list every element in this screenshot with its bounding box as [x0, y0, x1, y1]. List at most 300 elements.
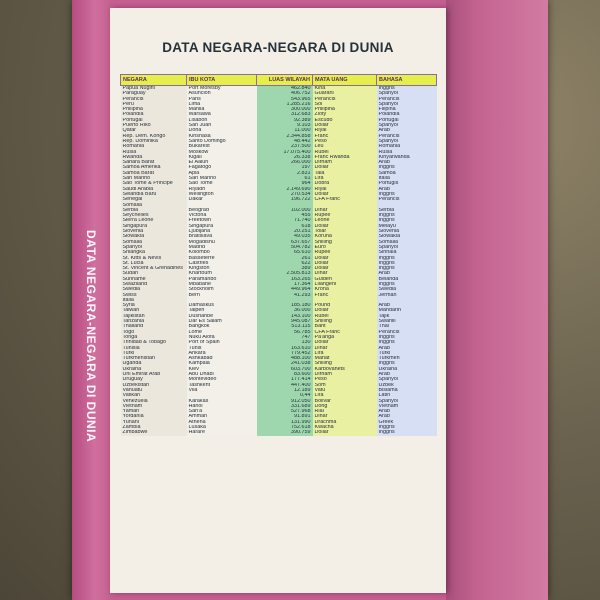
capital-cell: Moskow	[187, 150, 257, 155]
currency-cell: CFA Franc	[313, 197, 377, 202]
area-cell: 447.400	[257, 383, 313, 388]
capital-cell: Taipeh	[187, 308, 257, 313]
language-cell: Thai	[377, 324, 437, 329]
spine-title: DATA NEGARA-NEGARA DI DUNIA	[84, 230, 98, 443]
area-cell: 20.251	[257, 229, 313, 234]
country-cell: Samoa Amerika	[121, 165, 187, 170]
language-cell: Filipina	[377, 107, 437, 112]
country-cell: Uganda	[121, 361, 187, 366]
capital-cell: Asuncion	[187, 91, 257, 96]
area-cell: 390.759	[257, 430, 313, 435]
language-cell: Turkmen	[377, 356, 437, 361]
area-cell: 266.000	[257, 160, 313, 165]
language-cell: Melayu	[377, 224, 437, 229]
currency-cell: Sol	[313, 102, 377, 107]
area-cell: 177.414	[257, 377, 313, 382]
currency-cell: Escudo	[313, 118, 377, 123]
capital-cell: Fagatogo	[187, 165, 257, 170]
currency-cell: Lilangeni	[313, 282, 377, 287]
country-cell: Turkmenistan	[121, 356, 187, 361]
currency-cell: Rupee	[313, 250, 377, 255]
area-cell: 17.364	[257, 282, 313, 287]
currency-cell: Lira	[313, 351, 377, 356]
currency-cell: Dinar	[313, 208, 377, 213]
capital-cell: Ankara	[187, 351, 257, 356]
country-cell: Spanyol	[121, 245, 187, 250]
language-cell: Arab	[377, 128, 437, 133]
capital-cell: Singapura	[187, 224, 257, 229]
country-cell: Swaziland	[121, 282, 187, 287]
country-cell: Zimbabwe	[121, 430, 187, 435]
country-cell: Seychelles	[121, 213, 187, 218]
country-cell: Uni Emirat Arab	[121, 372, 187, 377]
currency-cell: Karbovanets	[313, 367, 377, 372]
language-cell: Swedia	[377, 287, 437, 292]
language-cell: Mandarin	[377, 308, 437, 313]
area-cell: 637.657	[257, 240, 313, 245]
area-cell: 543.965	[257, 97, 313, 102]
area-cell: 130	[257, 340, 313, 345]
currency-cell: Drachma	[313, 420, 377, 425]
capital-cell: Dakar	[187, 197, 257, 202]
country-cell: Sudan	[121, 271, 187, 276]
language-cell: Belanda	[377, 277, 437, 282]
area-cell: 12.189	[257, 388, 313, 393]
currency-cell: Shilling	[313, 319, 377, 324]
capital-cell: Doha	[187, 128, 257, 133]
capital-cell: Mbabane	[187, 282, 257, 287]
language-cell: Spanyol	[377, 377, 437, 382]
country-cell: Singapura	[121, 224, 187, 229]
language-cell: Spanyol	[377, 102, 437, 107]
currency-cell: Rupee	[313, 213, 377, 218]
currency-cell: Leu	[313, 144, 377, 149]
capital-cell: Kingston	[187, 266, 257, 271]
country-cell: Philipina	[121, 107, 187, 112]
capital-cell: Stockholm	[187, 287, 257, 292]
capital-cell: San Marino	[187, 176, 257, 181]
area-cell: 48.442	[257, 139, 313, 144]
area-cell: 241.038	[257, 361, 313, 366]
country-cell: San Marino	[121, 176, 187, 181]
country-cell: Senegal	[121, 197, 187, 202]
language-cell: Spanyol	[377, 399, 437, 404]
capital-cell: Montevideo	[187, 377, 257, 382]
language-cell: Ukraina	[377, 367, 437, 372]
capital-cell: Ashkabad	[187, 356, 257, 361]
area-cell: 2.344.858	[257, 134, 313, 139]
capital-cell: Madrid	[187, 245, 257, 250]
currency-cell: Franc	[313, 293, 377, 298]
area-cell: 65.610	[257, 250, 313, 255]
country-cell: Perancis	[121, 97, 187, 102]
currency-cell: Rubel	[313, 150, 377, 155]
language-cell: Italia	[377, 176, 437, 181]
language-cell: Slovenia	[377, 229, 437, 234]
currency-cell: Euro	[313, 245, 377, 250]
table-row	[121, 430, 437, 435]
language-cell: Spanyol	[377, 91, 437, 96]
capital-cell: Freetown	[187, 218, 257, 223]
table-header-row	[121, 75, 437, 86]
area-cell: 17.075.400	[257, 150, 313, 155]
currency-cell: Dollar	[313, 256, 377, 261]
capital-cell: Manila	[187, 107, 257, 112]
language-cell: Vietnam	[377, 404, 437, 409]
language-cell: Inggris	[377, 425, 437, 430]
capital-cell: Castries	[187, 261, 257, 266]
currency-cell: Tala	[313, 171, 377, 176]
language-cell: Spanyol	[377, 139, 437, 144]
capital-cell: Kiev	[187, 367, 257, 372]
capital-cell: Harare	[187, 430, 257, 435]
country-cell: Togo	[121, 330, 187, 335]
country-cell: Rep. Dem. Kongo	[121, 134, 187, 139]
language-cell: Arab	[377, 372, 437, 377]
area-cell: 449.964	[257, 287, 313, 292]
currency-cell: Perancis	[313, 97, 377, 102]
area-cell: 513.115	[257, 324, 313, 329]
currency-cell: Kwacha	[313, 425, 377, 430]
language-cell: Inggris	[377, 340, 437, 345]
language-cell: Spanyol	[377, 245, 437, 250]
language-cell: Portugis	[377, 181, 437, 186]
country-cell: Puerto Riko	[121, 123, 187, 128]
country-cell: Slowakia	[121, 234, 187, 239]
currency-cell: Gulden	[313, 277, 377, 282]
currency-cell: Baht	[313, 324, 377, 329]
header-negara: NEGARA	[121, 75, 187, 86]
country-cell: St. Lucia	[121, 261, 187, 266]
capital-cell: Mogadishu	[187, 240, 257, 245]
capital-cell: Athena	[187, 420, 257, 425]
currency-cell: Dollar	[313, 123, 377, 128]
language-cell: Rusia	[377, 150, 437, 155]
area-cell: 9.103	[257, 123, 313, 128]
country-cell: Tajikistan	[121, 314, 187, 319]
language-cell: Inggris	[377, 192, 437, 197]
currency-cell: Dollar	[313, 340, 377, 345]
currency-cell: Lira	[313, 176, 377, 181]
table-body	[121, 86, 437, 436]
country-cell: Vanuatu	[121, 388, 187, 393]
currency-cell: Dollar	[313, 266, 377, 271]
country-cell: Uzbekistan	[121, 383, 187, 388]
capital-cell: Sao Tome	[187, 181, 257, 186]
language-cell: Inggris	[377, 165, 437, 170]
currency-cell: Dinar	[313, 346, 377, 351]
language-cell: Arab	[377, 409, 437, 414]
area-cell: 2.831	[257, 171, 313, 176]
area-cell: 92.389	[257, 118, 313, 123]
country-cell: Turki	[121, 351, 187, 356]
capital-cell: Paris	[187, 97, 257, 102]
capital-cell: Abu Dhabi	[187, 372, 257, 377]
header-luas-wilayah: LUAS WILAYAH	[257, 75, 313, 86]
country-cell: Tonga	[121, 335, 187, 340]
book-page	[110, 8, 446, 593]
area-cell: 41.293	[257, 293, 313, 298]
language-cell: Inggris	[377, 361, 437, 366]
currency-cell: Zloty	[313, 112, 377, 117]
area-cell: 622	[257, 261, 313, 266]
country-cell: Swedia	[121, 287, 187, 292]
language-cell: Inggris	[377, 335, 437, 340]
area-cell: 163.610	[257, 346, 313, 351]
country-cell: Swiss	[121, 293, 187, 298]
language-cell: Tajik	[377, 314, 437, 319]
book-edge	[446, 0, 548, 600]
country-cell: Sao Tome & Principe	[121, 181, 187, 186]
capital-cell: Bern	[187, 293, 257, 298]
area-cell: 527.968	[257, 409, 313, 414]
language-cell: Inggris	[377, 218, 437, 223]
currency-cell: Guarani	[313, 91, 377, 96]
country-cell: Rep. Dominika	[121, 139, 187, 144]
country-cell: Romania	[121, 144, 187, 149]
area-cell: 131.990	[257, 420, 313, 425]
area-cell: 779.452	[257, 351, 313, 356]
area-cell: 26.338	[257, 155, 313, 160]
currency-cell: Dobra	[313, 181, 377, 186]
country-cell: St. Vincent & Grenadines	[121, 266, 187, 271]
area-cell: 261	[257, 256, 313, 261]
currency-cell: Bolivar	[313, 399, 377, 404]
area-cell: 964	[257, 181, 313, 186]
area-cell: 603.700	[257, 367, 313, 372]
currency-cell: Dollar	[313, 192, 377, 197]
currency-cell: Riyal	[313, 128, 377, 133]
country-cell: Paraguay	[121, 91, 187, 96]
country-cell: Yordania	[121, 414, 187, 419]
capital-cell: Dushanbe	[187, 314, 257, 319]
country-cell: Somalia	[121, 240, 187, 245]
country-cell: Portugal	[121, 118, 187, 123]
area-cell: 312.683	[257, 112, 313, 117]
area-cell: 389	[257, 266, 313, 271]
country-cell: Saudi Arabia	[121, 187, 187, 192]
header-bahasa: BAHASA	[377, 75, 437, 86]
area-cell: 945.087	[257, 319, 313, 324]
area-cell: 143.100	[257, 314, 313, 319]
country-data-table	[120, 74, 437, 436]
currency-cell: Dirham	[313, 160, 377, 165]
currency-cell: Franc Rwanda	[313, 155, 377, 160]
area-cell: 406.752	[257, 91, 313, 96]
currency-cell: Dong	[313, 404, 377, 409]
area-cell: 331.689	[257, 404, 313, 409]
area-cell: 83.600	[257, 372, 313, 377]
capital-cell: Wellington	[187, 192, 257, 197]
currency-cell: Dollar	[313, 308, 377, 313]
language-cell: Polandia	[377, 112, 437, 117]
country-cell: Uruguay	[121, 377, 187, 382]
capital-cell: San'a	[187, 409, 257, 414]
area-cell: 462.840	[257, 86, 313, 92]
country-cell: Selandia Baru	[121, 192, 187, 197]
currency-cell: Manat	[313, 356, 377, 361]
currency-cell: Shilling	[313, 240, 377, 245]
country-cell: St. Kitts & Nevis	[121, 256, 187, 261]
country-cell: Trinidad & Tobago	[121, 340, 187, 345]
capital-cell: Amman	[187, 414, 257, 419]
area-cell: 1.285.216	[257, 102, 313, 107]
capital-cell: Kolombo	[187, 250, 257, 255]
currency-cell: Dollar	[313, 165, 377, 170]
currency-cell: Dollar	[313, 261, 377, 266]
country-cell: Polandia	[121, 112, 187, 117]
country-cell: Thailand	[121, 324, 187, 329]
country-cell: Yunani	[121, 420, 187, 425]
capital-cell: Kigali	[187, 155, 257, 160]
capital-cell: Victoria	[187, 213, 257, 218]
header-mata-uang: MATA UANG	[313, 75, 377, 86]
area-cell: 196.722	[257, 197, 313, 202]
area-cell: 61	[257, 176, 313, 181]
area-cell: 197	[257, 165, 313, 170]
currency-cell: Peso	[313, 377, 377, 382]
currency-cell: Lira	[313, 393, 377, 398]
currency-cell: Tolar	[313, 229, 377, 234]
currency-cell: CFA Franc	[313, 330, 377, 335]
currency-cell: Dinar	[313, 271, 377, 276]
area-cell: 102.000	[257, 208, 313, 213]
country-cell: Somalia	[121, 203, 187, 208]
country-cell: Italia	[121, 298, 187, 303]
language-cell: Kinyarwanda	[377, 155, 437, 160]
language-cell: Greek	[377, 420, 437, 425]
country-cell: Vietnam	[121, 404, 187, 409]
area-cell: 912.050	[257, 399, 313, 404]
language-cell: Perancis	[377, 197, 437, 202]
language-cell: Arab	[377, 414, 437, 419]
country-cell: Ukraina	[121, 367, 187, 372]
country-cell: Tunisia	[121, 346, 187, 351]
language-cell: Perancis	[377, 97, 437, 102]
language-cell: Samoa	[377, 171, 437, 176]
currency-cell: Peso	[313, 139, 377, 144]
area-cell: 752.618	[257, 425, 313, 430]
area-cell: 11.000	[257, 128, 313, 133]
area-cell: 0,44	[257, 393, 313, 398]
currency-cell: Dinar	[313, 414, 377, 419]
area-cell: 455	[257, 213, 313, 218]
capital-cell: Khartoum	[187, 271, 257, 276]
capital-cell: Hanoi	[187, 404, 257, 409]
country-cell: Samoa Barat	[121, 171, 187, 176]
capital-cell: Lima	[187, 102, 257, 107]
language-cell: Arab	[377, 346, 437, 351]
currency-cell: Shilling	[313, 361, 377, 366]
capital-cell: Damaskus	[187, 303, 257, 308]
language-cell: Arab	[377, 160, 437, 165]
area-cell: 618	[257, 224, 313, 229]
language-cell: Perancis	[377, 330, 437, 335]
area-cell: 237.500	[257, 144, 313, 149]
capital-cell: Port of Spain	[187, 340, 257, 345]
capital-cell: Tashkent	[187, 383, 257, 388]
capital-cell: Vila	[187, 388, 257, 393]
currency-cell: Rial	[313, 409, 377, 414]
language-cell: Inggris	[377, 430, 437, 435]
language-cell: Slowakia	[377, 234, 437, 239]
language-cell: Inggris	[377, 261, 437, 266]
area-cell: 300.000	[257, 107, 313, 112]
capital-cell: Nuku Alofa	[187, 335, 257, 340]
area-cell: 504.782	[257, 245, 313, 250]
language-cell: Inggris	[377, 282, 437, 287]
area-cell: 91.891	[257, 414, 313, 419]
language-cell: Inggris	[377, 256, 437, 261]
capital-cell: Paramaribo	[187, 277, 257, 282]
capital-cell: Lusaka	[187, 425, 257, 430]
currency-cell: Dollar	[313, 430, 377, 435]
currency-cell: Vatu	[313, 388, 377, 393]
language-cell: Arab	[377, 271, 437, 276]
language-cell: Arab	[377, 187, 437, 192]
capital-cell: Kinshasa	[187, 134, 257, 139]
capital-cell: Bukarest	[187, 144, 257, 149]
capital-cell: Ljubljana	[187, 229, 257, 234]
language-cell: Arab	[377, 303, 437, 308]
currency-cell: Leone	[313, 218, 377, 223]
country-cell: Sierra Leone	[121, 218, 187, 223]
country-cell: Yaman	[121, 409, 187, 414]
currency-cell: Koruna	[313, 234, 377, 239]
currency-cell: Dollar	[313, 224, 377, 229]
area-cell: 2.505.813	[257, 271, 313, 276]
country-cell: Sahara Barat	[121, 160, 187, 165]
language-cell: Uzbek	[377, 383, 437, 388]
country-cell: Slovenia	[121, 229, 187, 234]
language-cell: Serbia	[377, 208, 437, 213]
language-cell: Romania	[377, 144, 437, 149]
currency-cell: Philipina	[313, 107, 377, 112]
capital-cell: Lome	[187, 330, 257, 335]
currency-cell: Pound	[313, 303, 377, 308]
capital-cell: Santo Domingo	[187, 139, 257, 144]
language-cell: Bislama	[377, 388, 437, 393]
capital-cell: Apia	[187, 171, 257, 176]
country-cell: Rwanda	[121, 155, 187, 160]
language-cell: Jerman	[377, 293, 437, 298]
capital-cell: Dar Es Salam	[187, 319, 257, 324]
country-cell: Papua Nugini	[121, 86, 187, 92]
country-cell: Srilangka	[121, 250, 187, 255]
country-cell: Taiwan	[121, 308, 187, 313]
page-title: DATA NEGARA-NEGARA DI DUNIA	[162, 40, 394, 55]
area-cell: 71.740	[257, 218, 313, 223]
area-cell: 488.100	[257, 356, 313, 361]
area-cell: 747	[257, 335, 313, 340]
header-ibu-kota: IBU KOTA	[187, 75, 257, 86]
currency-cell: Rubel	[313, 314, 377, 319]
capital-cell: Warsawa	[187, 112, 257, 117]
area-cell: 185.180	[257, 303, 313, 308]
area-cell: 56.785	[257, 330, 313, 335]
country-cell: Tanzania	[121, 319, 187, 324]
country-cell: Venezuela	[121, 399, 187, 404]
language-cell: Inggris	[377, 213, 437, 218]
capital-cell: Kampala	[187, 361, 257, 366]
capital-cell: Lisabon	[187, 118, 257, 123]
language-cell: Turki	[377, 351, 437, 356]
country-cell: Serbia	[121, 208, 187, 213]
capital-cell: El Aaiun	[187, 160, 257, 165]
language-cell: Portugal	[377, 118, 437, 123]
capital-cell: Bratislava	[187, 234, 257, 239]
area-cell: 270.534	[257, 192, 313, 197]
